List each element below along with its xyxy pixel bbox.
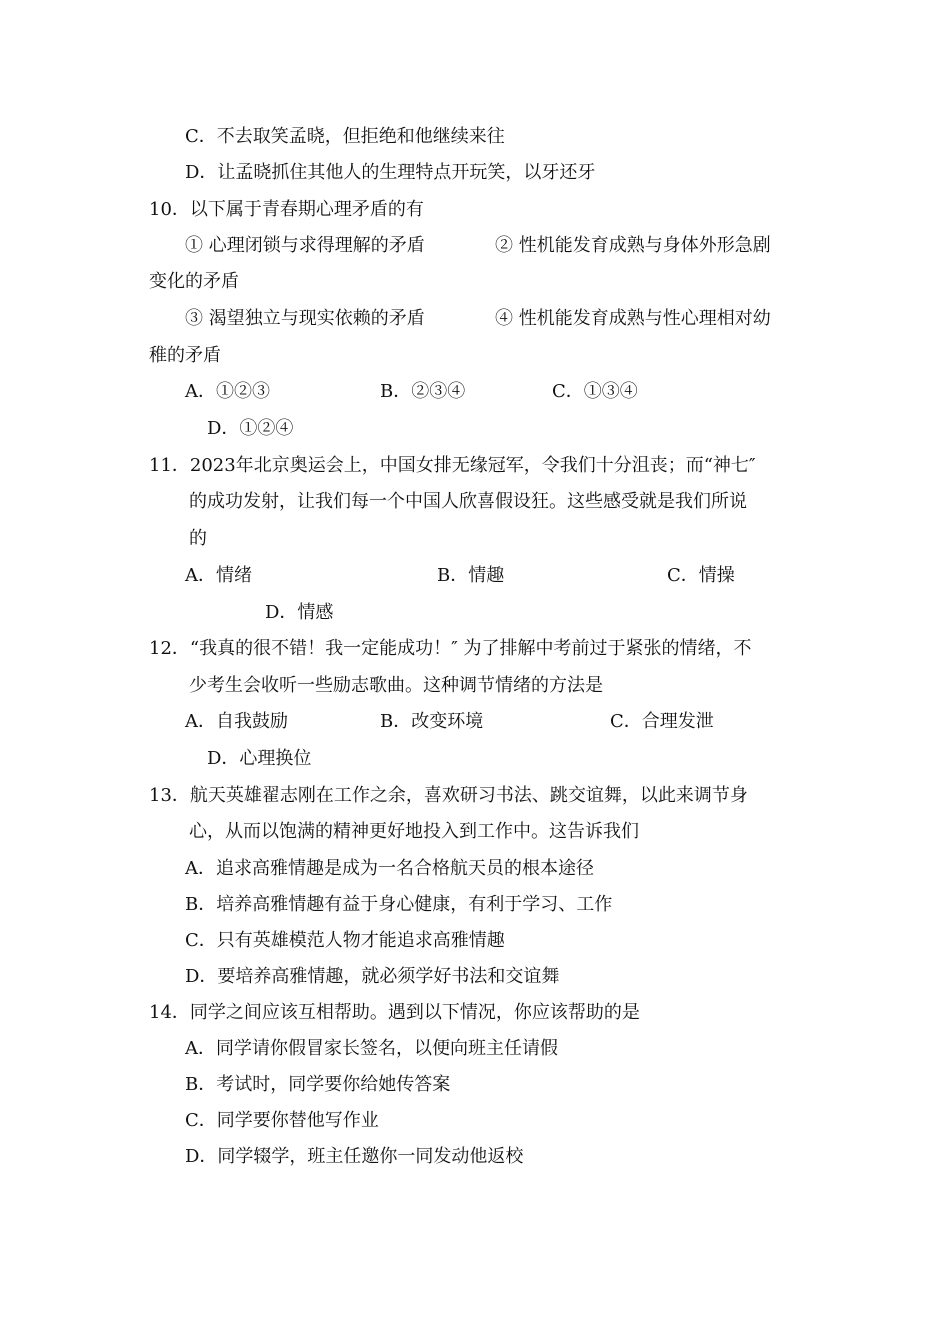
q9-option-d: D．让孟晓抓住其他人的生理特点开玩笑，以牙还牙 [185, 162, 596, 183]
q10-option-d: D．①②④ [207, 418, 294, 439]
q11-option-c: C．情操 [667, 565, 735, 586]
q10-statement-3: ③ 渴望独立与现实依赖的矛盾 [185, 308, 425, 329]
q10-statement-4-cont: 稚的矛盾 [149, 345, 221, 366]
q14-stem: 14．同学之间应该互相帮助。遇到以下情况，你应该帮助的是 [149, 1002, 640, 1023]
q13-option-b: B．培养高雅情趣有益于身心健康，有利于学习、工作 [185, 894, 613, 915]
q13-stem-line-1: 13．航天英雄翟志刚在工作之余，喜欢研习书法、跳交谊舞，以此来调节身 [149, 785, 748, 806]
q13-option-d: D．要培养高雅情趣，就必须学好书法和交谊舞 [185, 966, 560, 987]
q12-stem-line-2: 少考生会收听一些励志歌曲。这种调节情绪的方法是 [189, 675, 603, 696]
q13-option-c: C．只有英雄模范人物才能追求高雅情趣 [185, 930, 505, 951]
q14-option-d: D．同学辍学，班主任邀你一同发动他返校 [185, 1146, 524, 1167]
q11-stem-line-2: 的成功发射，让我们每一个中国人欣喜假设狂。这些感受就是我们所说 [189, 491, 747, 512]
q10-option-b: B．②③④ [380, 381, 466, 402]
q10-option-a: A．①②③ [185, 381, 270, 402]
q11-option-b: B．情趣 [437, 565, 505, 586]
q11-option-a: A．情绪 [185, 565, 252, 586]
q14-option-a: A．同学请你假冒家长签名，以便向班主任请假 [185, 1038, 558, 1059]
q11-stem-line-3: 的 [189, 528, 207, 549]
q12-stem-line-1: 12．“我真的很不错！我一定能成功！″ 为了排解中考前过于紧张的情绪，不 [149, 638, 752, 659]
q11-stem-line-1: 11．2023年北京奥运会上，中国女排无缘冠军，令我们十分沮丧；而“神七″ [149, 455, 756, 476]
q14-option-c: C．同学要你替他写作业 [185, 1110, 379, 1131]
q10-statement-4: ④ 性机能发育成熟与性心理相对幼 [495, 308, 771, 329]
q13-stem-line-2: 心，从而以饱满的精神更好地投入到工作中。这告诉我们 [189, 821, 639, 842]
q9-option-c: C．不去取笑孟晓，但拒绝和他继续来往 [185, 126, 505, 147]
q12-option-b: B．改变环境 [380, 711, 484, 732]
q14-option-b: B．考试时，同学要你给她传答案 [185, 1074, 451, 1095]
q10-statement-2-cont: 变化的矛盾 [149, 271, 239, 292]
q10-statement-2: ② 性机能发育成熟与身体外形急剧 [495, 235, 771, 256]
q12-option-c: C．合理发泄 [610, 711, 714, 732]
q10-stem: 10．以下属于青春期心理矛盾的有 [149, 199, 424, 220]
q11-option-d: D．情感 [265, 602, 334, 623]
q13-option-a: A．追求高雅情趣是成为一名合格航天员的根本途径 [185, 858, 594, 879]
q12-option-d: D．心理换位 [207, 748, 312, 769]
q10-statement-1: ① 心理闭锁与求得理解的矛盾 [185, 235, 425, 256]
q12-option-a: A．自我鼓励 [185, 711, 288, 732]
q10-option-c: C．①③④ [552, 381, 638, 402]
